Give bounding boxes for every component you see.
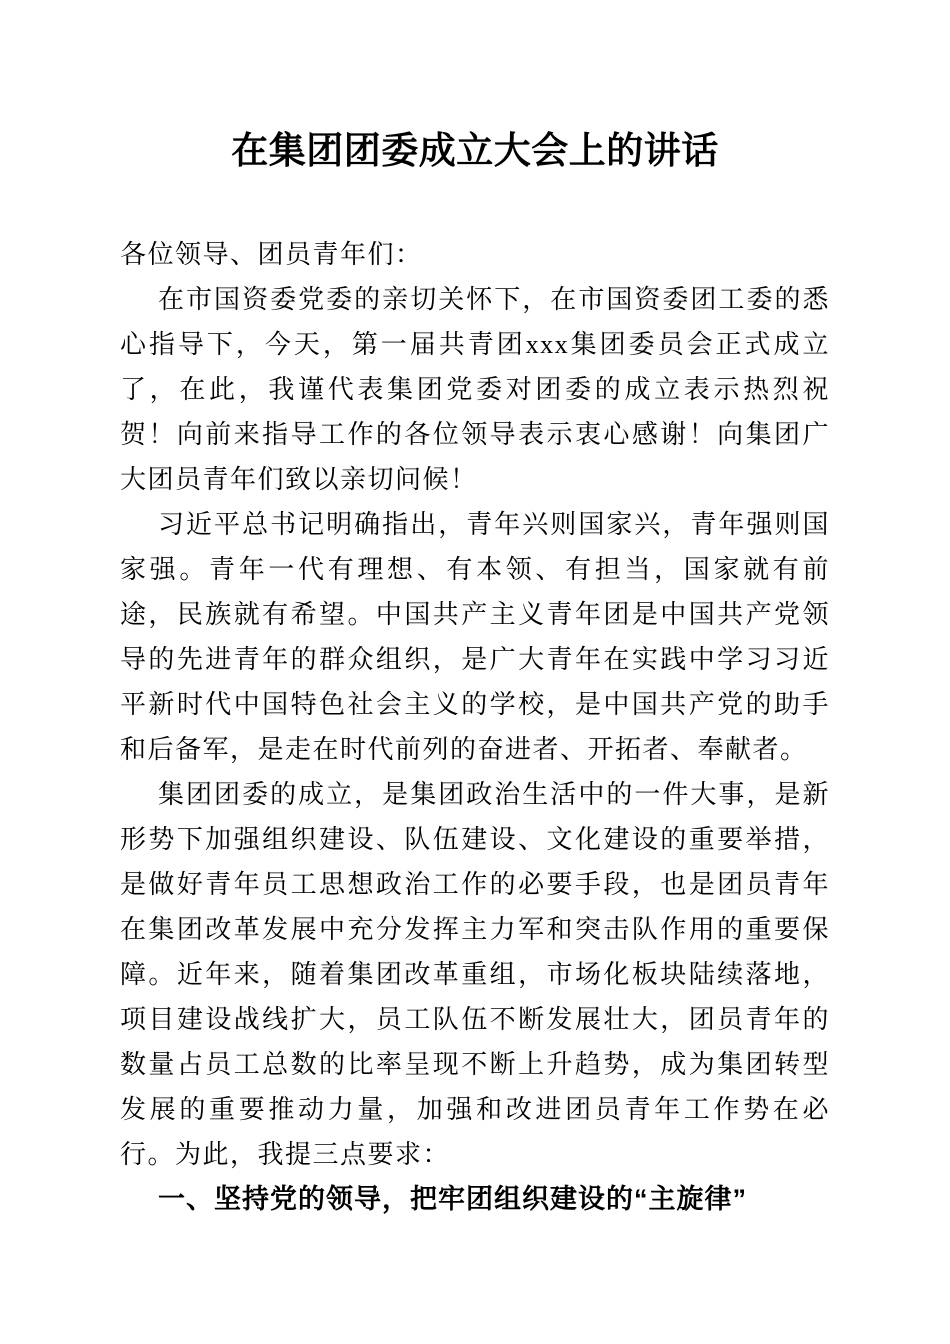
section-heading-1: 一、坚持党的领导，把牢团组织建设的“主旋律” (158, 1184, 747, 1214)
salutation-line: 各位领导、团员青年们： (120, 240, 423, 269)
document-title: 在集团团委成立大会上的讲话 (231, 131, 719, 172)
paragraph-opening: 在市国资委党委的亲切关怀下，在市国资委团工委的悉心指导下，今天，第一届共青团xxx集团委员会正式成立了，在此，我谨代表集团党委对团委的成立表示热烈祝贺！向前来指导工作的各位领导表示衷心感谢！向集团广大团员青年们致以亲切问候！ (120, 285, 830, 494)
paragraph-quote-youth: 习近平总书记明确指出，青年兴则国家兴，青年强则国家强。青年一代有理想、有本领、有担当，国家就有前途，民族就有希望。中国共产主义青年团是中国共产党领导的先进青年的群众组织，是广大青年在实践中学习习近平新时代中国特色社会主义的学校，是中国共产党的助手和后备军，是走在时代前列的奋进者、开拓者、奉献者。 (120, 510, 830, 764)
paragraph-significance: 集团团委的成立，是集团政治生活中的一件大事，是新形势下加强组织建设、队伍建设、文化建设的重要举措，是做好青年员工思想政治工作的必要手段，也是团员青年在集团改革发展中充分发挥主力军和突击队作用的重要保障。近年来，随着集团改革重组，市场化板块陆续落地，项目建设战线扩大，员工队伍不断发展壮大，团员青年的数量占员工总数的比率呈现不断上升趋势，成为集团转型发展的重要推动力量，加强和改进团员青年工作势在必行。为此，我提三点要求： (120, 780, 830, 1169)
